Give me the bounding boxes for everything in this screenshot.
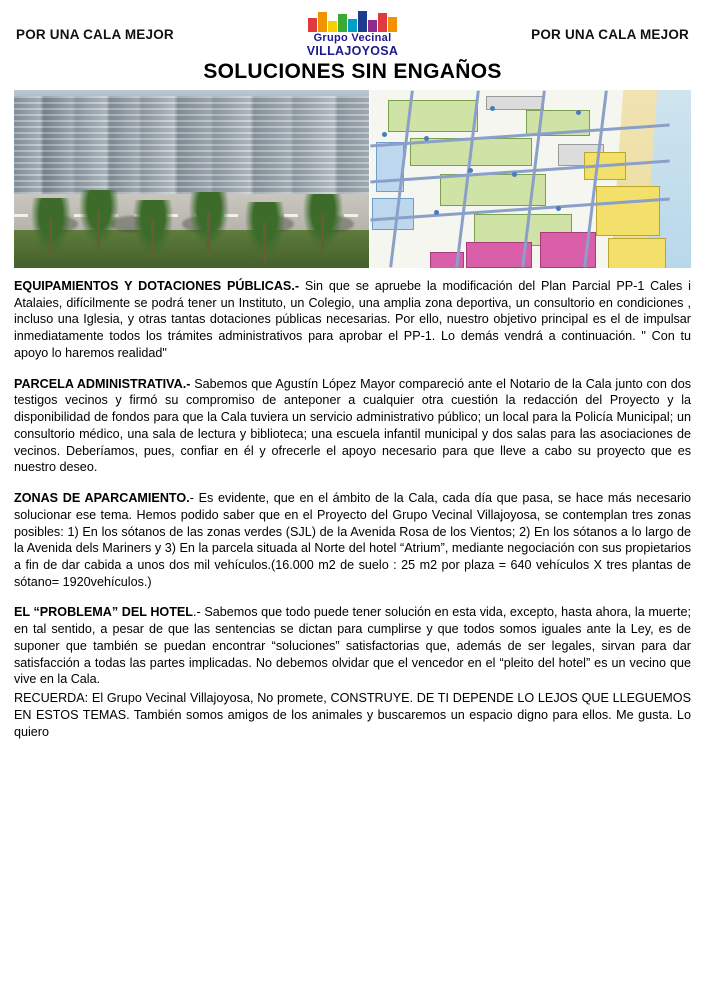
section-parcela-heading: PARCELA ADMINISTRATIVA.- [14,376,191,391]
closing-note: RECUERDA: El Grupo Vecinal Villajoyosa, No promete, CONSTRUYE. DE TI DEPENDE LO LEJOS QUE LLEGUEMOS EN ESTOS TEMAS. También somos amigos de los animales y buscaremos un espacio digno para ellos. Me gusta. Lo quiero [14,691,691,739]
section-hotel-body: .- Sabemos que todo puede tener solución en esta vida, excepto, hasta ahora, la muerte; en tal sentido, a pesar de que las sentencias se dictan para cumplirse y que todos somos iguales ante la Ley, es de suponer que también se puedan encontrar “soluciones” satisfactorias que, además de ser legales, sirvan para dar satisfacción a todas las partes implicadas. No debemos olvidar que el vencedor en el “pleito del hotel” es un vecino que vive en la Cala. [14,605,692,687]
document-body [14,278,691,740]
slogan-left: POR UNA CALA MEJOR [16,26,174,42]
image-band [14,90,691,268]
logo-bars-icon [308,10,397,32]
document-header [0,0,705,58]
section-hotel-heading: EL “PROBLEMA” DEL HOTEL [14,605,194,620]
section-equipamientos-heading: EQUIPAMIENTOS Y DOTACIONES PÚBLICAS.- [14,279,300,293]
section-equipamientos [14,278,691,362]
section-equipamientos-body: Sin que se apruebe la modificación del Plan Parcial PP-1 Cales i Atalaies, difícilmente se podrá tener un Instituto, un Colegio, una amplia zona deportiva, un consultorio en condiciones , incluso una Iglesia, y otras tantas dotaciones públicas necesarias. Por ello, nuestro objetivo principal es el de impulsar inmediatamente todos los trámites administrativos para aprobar el PP-1. Lo demás vendrá a continuación. " Con tu apoyo lo haremos realidad" [14,279,691,360]
section-aparcamiento-body: - Es evidente, que en el ámbito de la Cala, cada día que pasa, se hace más necesario solucionar ese tema. Hemos podido saber que en el Proyecto del Grupo Vecinal Villajoyosa, se contemplan tres zonas posibles: 1) En los sótanos de las zonas verdes (SJL) de la Avenida Rosa de los Vientos; 2) En los sótanos a lo largo de la Avenida dels Mariners y 3) En la parcela situada al Norte del hotel “Atrium”, mediante negociación con sus propietarios a fin de dar cabida a unos dos mil vehículos.(16.000 m2 de suelo : 25 m2 por plaza = 640 vehículos X tres plantas de sótano= 1920vehículos.) [14,491,691,589]
urban-plan-map [369,90,691,268]
aerial-photo [14,90,369,268]
organization-logo [278,10,428,58]
page-title: SOLUCIONES SIN ENGAÑOS [203,60,502,83]
section-parcela [14,376,691,476]
section-aparcamiento-heading: ZONAS DE APARCAMIENTO. [14,491,190,506]
logo-line-2: VILLAJOYOSA [306,43,399,58]
logo-line-1: Grupo Vecinal [313,32,392,45]
slogan-right: POR UNA CALA MEJOR [531,26,689,42]
section-parcela-body: Sabemos que Agustín López Mayor compareció ante el Notario de la Cala junto con dos testigos vecinos y firmó su compromiso de anteponer a cualquier otra cuestión la redacción del Proyecto y la disponibilidad de fondos para que la Cala tuviera un servicio administrativo público; un local para la Policía Municipal; un consultorio médico, una sala de lectura y biblioteca; una escuela infantil municipal y dos salas para las asociaciones de vecinos. Deberíamos, pues, confiar en él y ofrecerle el apoyo necesario para que lleve a cabo su proyecto que es nuestro deseo. [14,376,691,475]
section-hotel [14,604,691,688]
section-aparcamiento [14,490,691,590]
